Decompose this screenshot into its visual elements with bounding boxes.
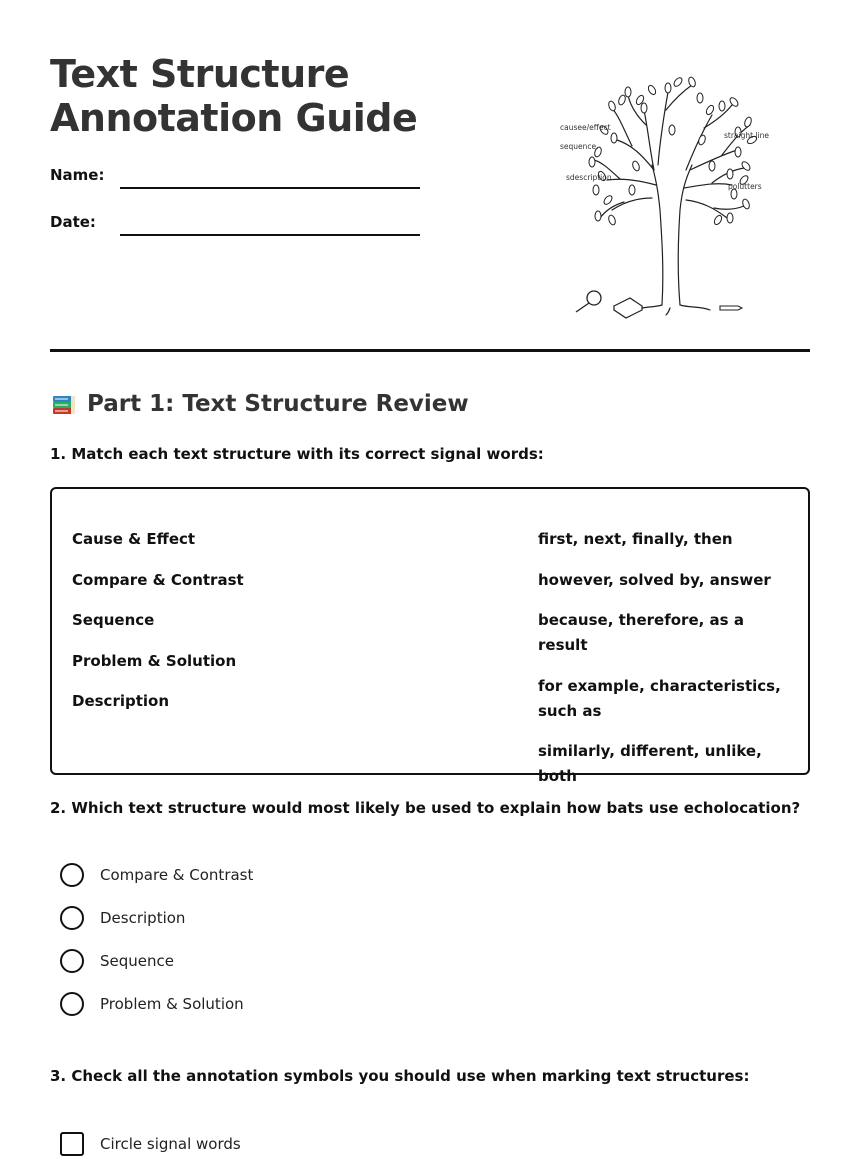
structure-item: Problem & Solution <box>72 651 237 670</box>
signal-words-item: first, next, finally, then <box>538 530 733 548</box>
name-label: Name: <box>50 166 105 184</box>
q2-option-problem-solution[interactable] <box>60 992 244 1016</box>
tree-illustration <box>552 70 792 320</box>
option-label: Circle signal words <box>100 1135 241 1153</box>
part1-heading <box>50 388 469 420</box>
tree-label-description: sdescription. <box>566 173 614 182</box>
checkbox[interactable] <box>60 1132 84 1156</box>
option-label: Compare & Contrast <box>100 866 254 884</box>
q3-prompt: 3. Check all the annotation symbols you should use when marking text structures: <box>50 1067 750 1085</box>
tree-label-sequence: sequence. <box>560 142 599 151</box>
tree-label-problem: polutters <box>728 182 762 191</box>
worksheet-title <box>50 52 417 140</box>
matching-box <box>50 487 810 785</box>
structure-item: Description <box>72 692 170 710</box>
radio-button[interactable] <box>60 992 84 1016</box>
radio-button[interactable] <box>60 949 84 973</box>
signal-words-column <box>538 527 798 805</box>
magnifying-glass-icon <box>576 291 601 312</box>
q2-prompt: 2. Which text structure would most likely be used to explain how bats use echolocation? <box>50 799 801 817</box>
title-line-1: Text Structure <box>50 52 350 96</box>
date-label: Date: <box>50 213 96 231</box>
title-line-2: Annotation Guide <box>50 96 418 140</box>
part1-heading-text: Part 1: Text Structure Review <box>87 391 469 417</box>
pencil-icon <box>720 306 742 310</box>
option-label: Sequence <box>100 952 174 970</box>
signal-words-item: because, therefore, as a result <box>538 611 744 654</box>
radio-button[interactable] <box>60 863 84 887</box>
date-field-line[interactable] <box>120 234 420 236</box>
signal-words-item: for example, characteristics, such as <box>538 676 781 720</box>
structure-item: Cause & Effect <box>72 530 196 548</box>
tree-label-cause-effect: causee/effect <box>560 123 611 132</box>
books-icon <box>50 390 78 418</box>
tree-label-timeline: straight line <box>724 131 769 140</box>
option-label: Description <box>100 909 186 927</box>
structures-column <box>72 527 372 730</box>
q2-option-description[interactable] <box>60 906 185 930</box>
radio-button[interactable] <box>60 906 84 930</box>
signal-words-item: however, solved by, answer <box>538 570 771 589</box>
section-divider <box>50 349 810 352</box>
q2-option-compare-contrast[interactable] <box>60 863 253 887</box>
option-label: Problem & Solution <box>100 995 244 1013</box>
signal-words-item: similarly, different, unlike, both <box>538 742 762 785</box>
structure-item: Compare & Contrast <box>72 570 244 589</box>
q3-option-circle-signal-words[interactable] <box>60 1132 241 1156</box>
q1-prompt: 1. Match each text structure with its correct signal words: <box>50 445 544 463</box>
book-icon <box>614 298 642 318</box>
name-field-line[interactable] <box>120 187 420 189</box>
structure-item: Sequence <box>72 611 155 629</box>
q2-option-sequence[interactable] <box>60 949 174 973</box>
